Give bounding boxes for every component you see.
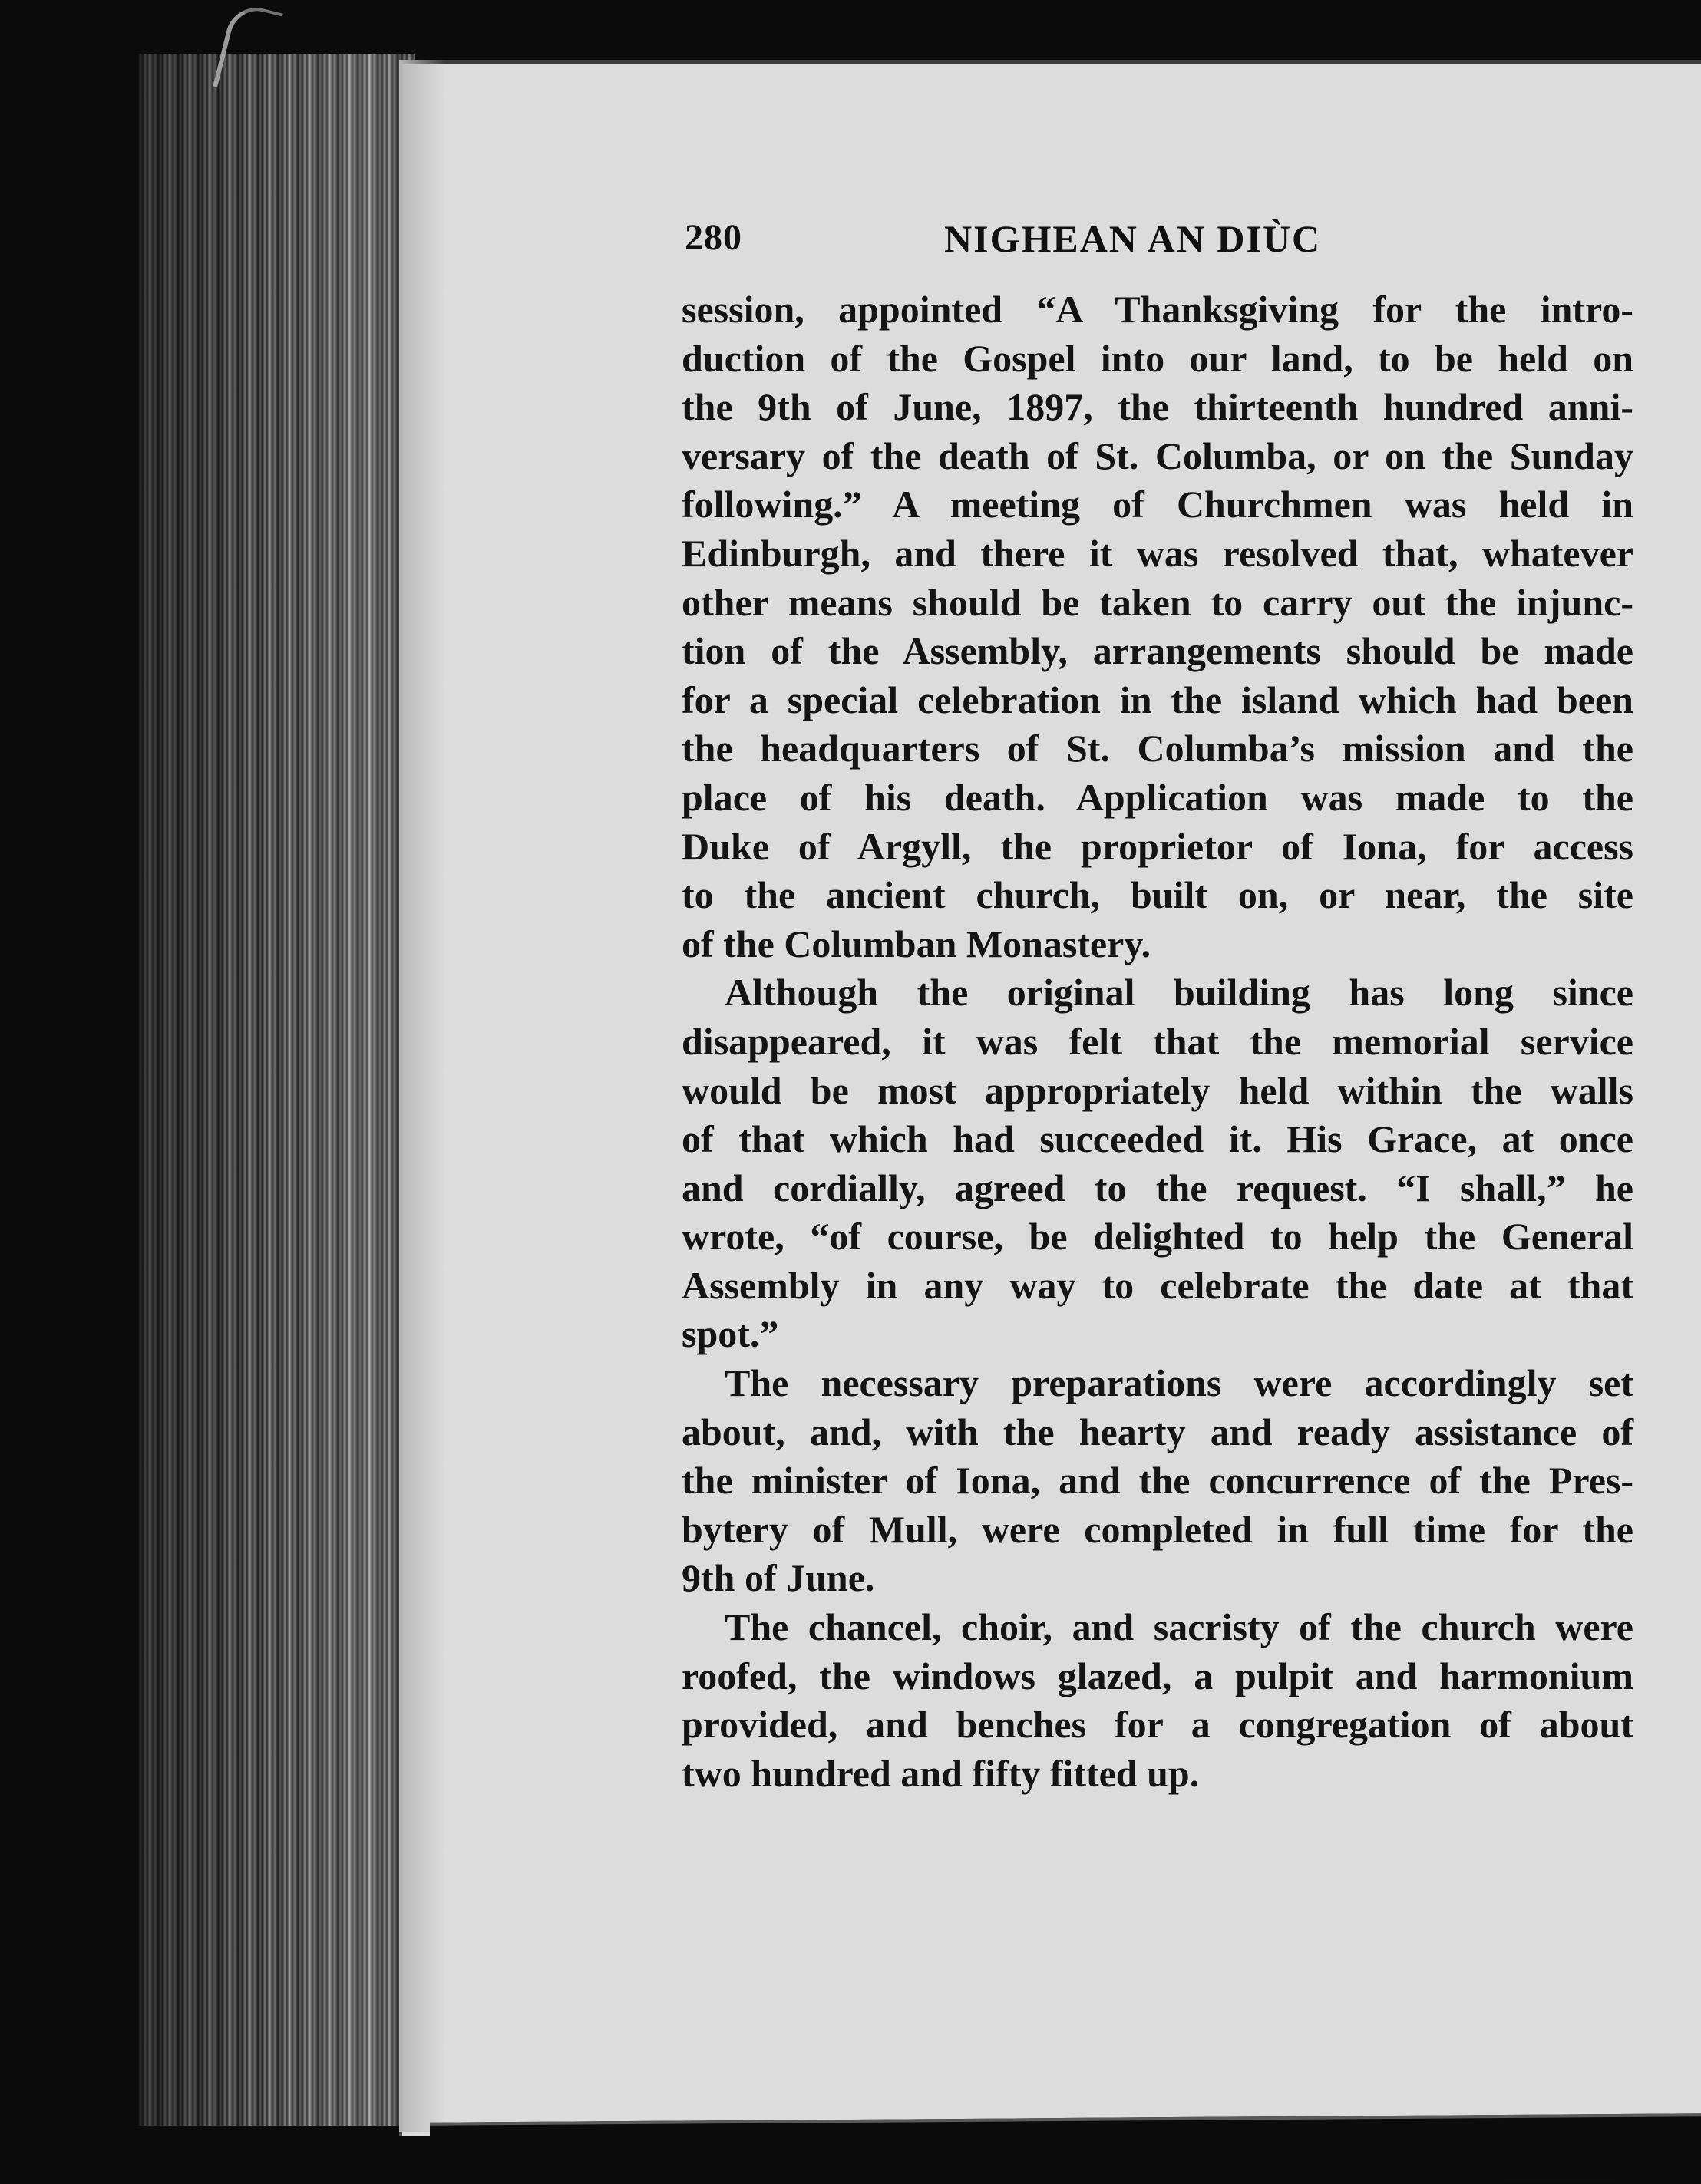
text-line: wrote, “of course, be delighted to help the General <box>682 1215 1633 1259</box>
text-line: to the ancient church, built on, or near, the site <box>682 873 1633 917</box>
text-line: two hundred and fifty fitted up. <box>682 1751 1200 1795</box>
text-line: and cordially, agreed to the request. “I shall,” he <box>682 1166 1633 1209</box>
text-line: versary of the death of St. Columba, or on the Sunday <box>682 434 1633 477</box>
text-line: the headquarters of St. Columba’s mission and the <box>682 727 1633 770</box>
text-line: The necessary preparations were accordingly set <box>725 1361 1633 1405</box>
text-line: of the Columban Monastery. <box>682 922 1151 965</box>
page-edges-shading <box>138 54 415 2126</box>
text-line: the minister of Iona, and the concurrence of the Pres- <box>682 1459 1633 1503</box>
text-line: other means should be taken to carry out the injunc- <box>682 580 1633 624</box>
body-text <box>682 285 1633 1798</box>
text-line: 9th of June. <box>682 1556 875 1600</box>
text-line: roofed, the windows glazed, a pulpit and harmonium <box>682 1654 1633 1697</box>
text-line: would be most appropriately held within the walls <box>682 1068 1633 1112</box>
page-number: 280 <box>685 217 742 258</box>
text-line: the 9th of June, 1897, the thirteenth hundred anni- <box>682 385 1633 429</box>
text-line: Duke of Argyll, the proprietor of Iona, for access <box>682 824 1633 868</box>
text-line: The chancel, choir, and sacristy of the church were <box>725 1605 1633 1649</box>
text-line: disappeared, it was felt that the memorial service <box>682 1019 1633 1063</box>
text-line: tion of the Assembly, arrangements should be made <box>682 629 1633 673</box>
text-line: place of his death. Application was made to the <box>682 775 1633 819</box>
text-line: of that which had succeeded it. His Grace, at once <box>682 1117 1633 1161</box>
text-line: Edinburgh, and there it was resolved that, whatever <box>682 531 1633 575</box>
text-line: Although the original building has long since <box>725 971 1633 1014</box>
text-line: session, appointed “A Thanksgiving for the intro- <box>682 288 1633 331</box>
page-gutter-shadow <box>399 60 445 2132</box>
text-line: bytery of Mull, were completed in full time for the <box>682 1507 1633 1551</box>
text-line: spot.” <box>682 1312 779 1356</box>
text-line: for a special celebration in the island which had been <box>682 678 1633 721</box>
page-header <box>685 216 1633 270</box>
text-line: about, and, with the hearty and ready assistance of <box>682 1410 1633 1453</box>
text-line: duction of the Gospel into our land, to be held on <box>682 336 1633 380</box>
text-line: Assembly in any way to celebrate the date at that <box>682 1263 1633 1307</box>
running-head: NIGHEAN AN DIÙC <box>944 217 1322 260</box>
text-line: provided, and benches for a congregation of about <box>682 1703 1633 1747</box>
page-bottom-edge <box>430 2113 1701 2184</box>
text-line: following.” A meeting of Churchmen was held in <box>682 483 1633 526</box>
